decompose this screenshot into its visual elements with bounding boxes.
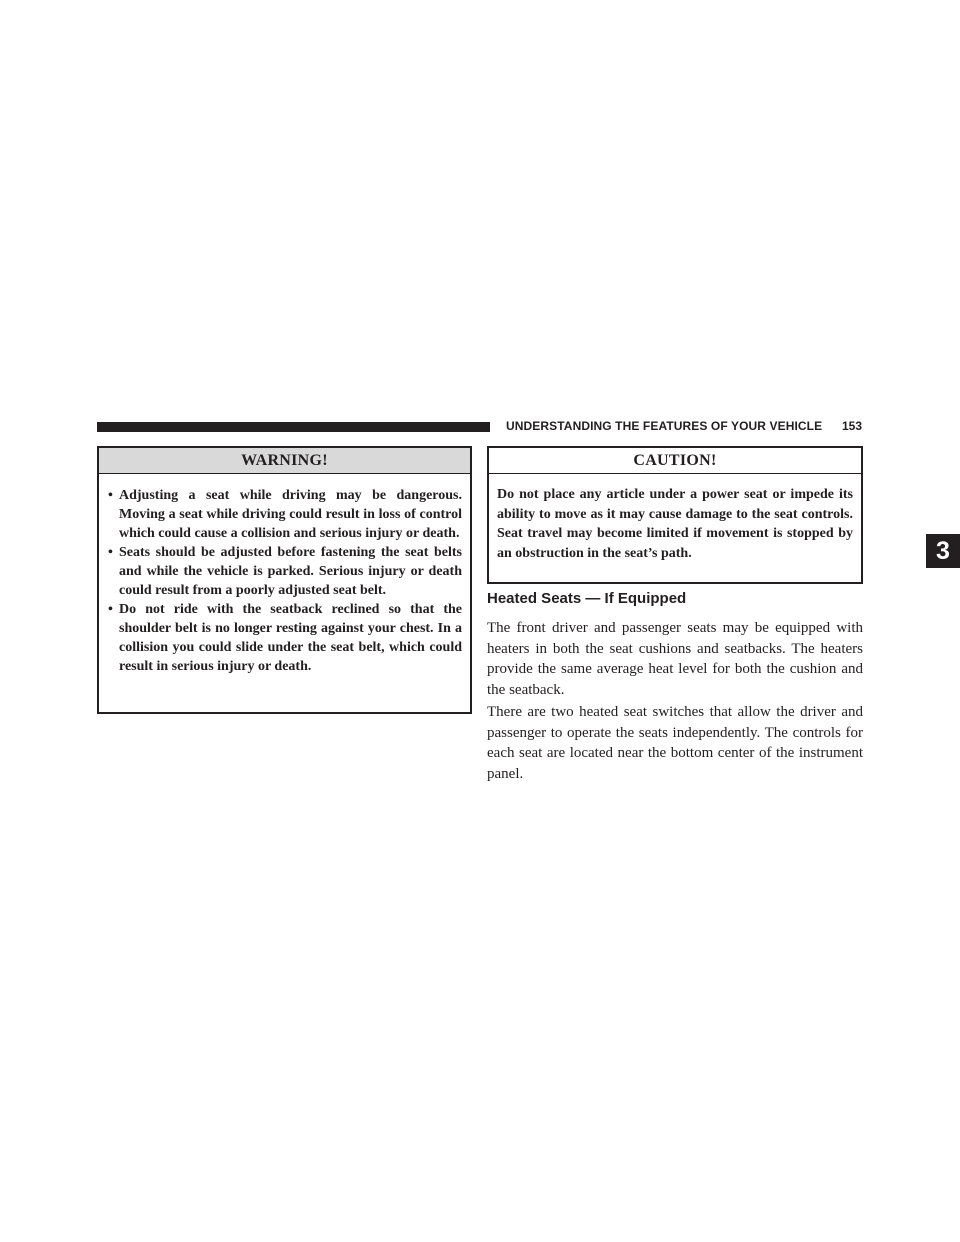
page-number: 153 [842,419,863,433]
running-header-title: UNDERSTANDING THE FEATURES OF YOUR VEHICLE [506,419,823,433]
warning-item-text: Do not ride with the seatback reclined so that the shoulder belt is no longer resting against your chest. In a collision you could slide under the seat belt, which could result in serious injury or death. [119,602,462,674]
bullet-icon: • [108,602,113,617]
bullet-icon: • [108,545,113,560]
warning-box [97,446,472,714]
caution-title: CAUTION! [489,448,861,474]
warning-item-text: Adjusting a seat while driving may be dangerous. Moving a seat while driving could result in loss of control which could cause a collision and serious injury or death. [119,488,462,541]
caution-text: Do not place any article under a power seat or impede its ability to move as it may cause damage to the seat controls. Seat travel may become limited if movement is stopped by an obstruction in the seat’s path. [497,487,853,561]
warning-title: WARNING! [99,448,470,474]
section-heading: Heated Seats — If Equipped [487,590,687,607]
warning-item-text: Seats should be adjusted before fastening the seat belts and while the vehicle is parked. Serious injury or death could result from a poorly adjusted seat belt. [119,545,462,598]
caution-box [487,446,863,584]
body-paragraph: There are two heated seat switches that allow the driver and passenger to operate the seats independently. The controls for each seat are located near the bottom center of the instrument panel. [487,704,863,782]
warning-item [99,486,462,543]
chapter-tab: 3 [926,534,960,568]
warning-item [99,600,462,676]
bullet-icon: • [108,488,113,503]
warning-item [99,543,462,600]
warning-list [99,474,470,676]
body-paragraph: The front driver and passenger seats may be equipped with heaters in both the seat cushions and seatbacks. The heaters provide the same average heat level for both the cushion and the seatback. [487,620,863,698]
header-rule [97,422,490,432]
